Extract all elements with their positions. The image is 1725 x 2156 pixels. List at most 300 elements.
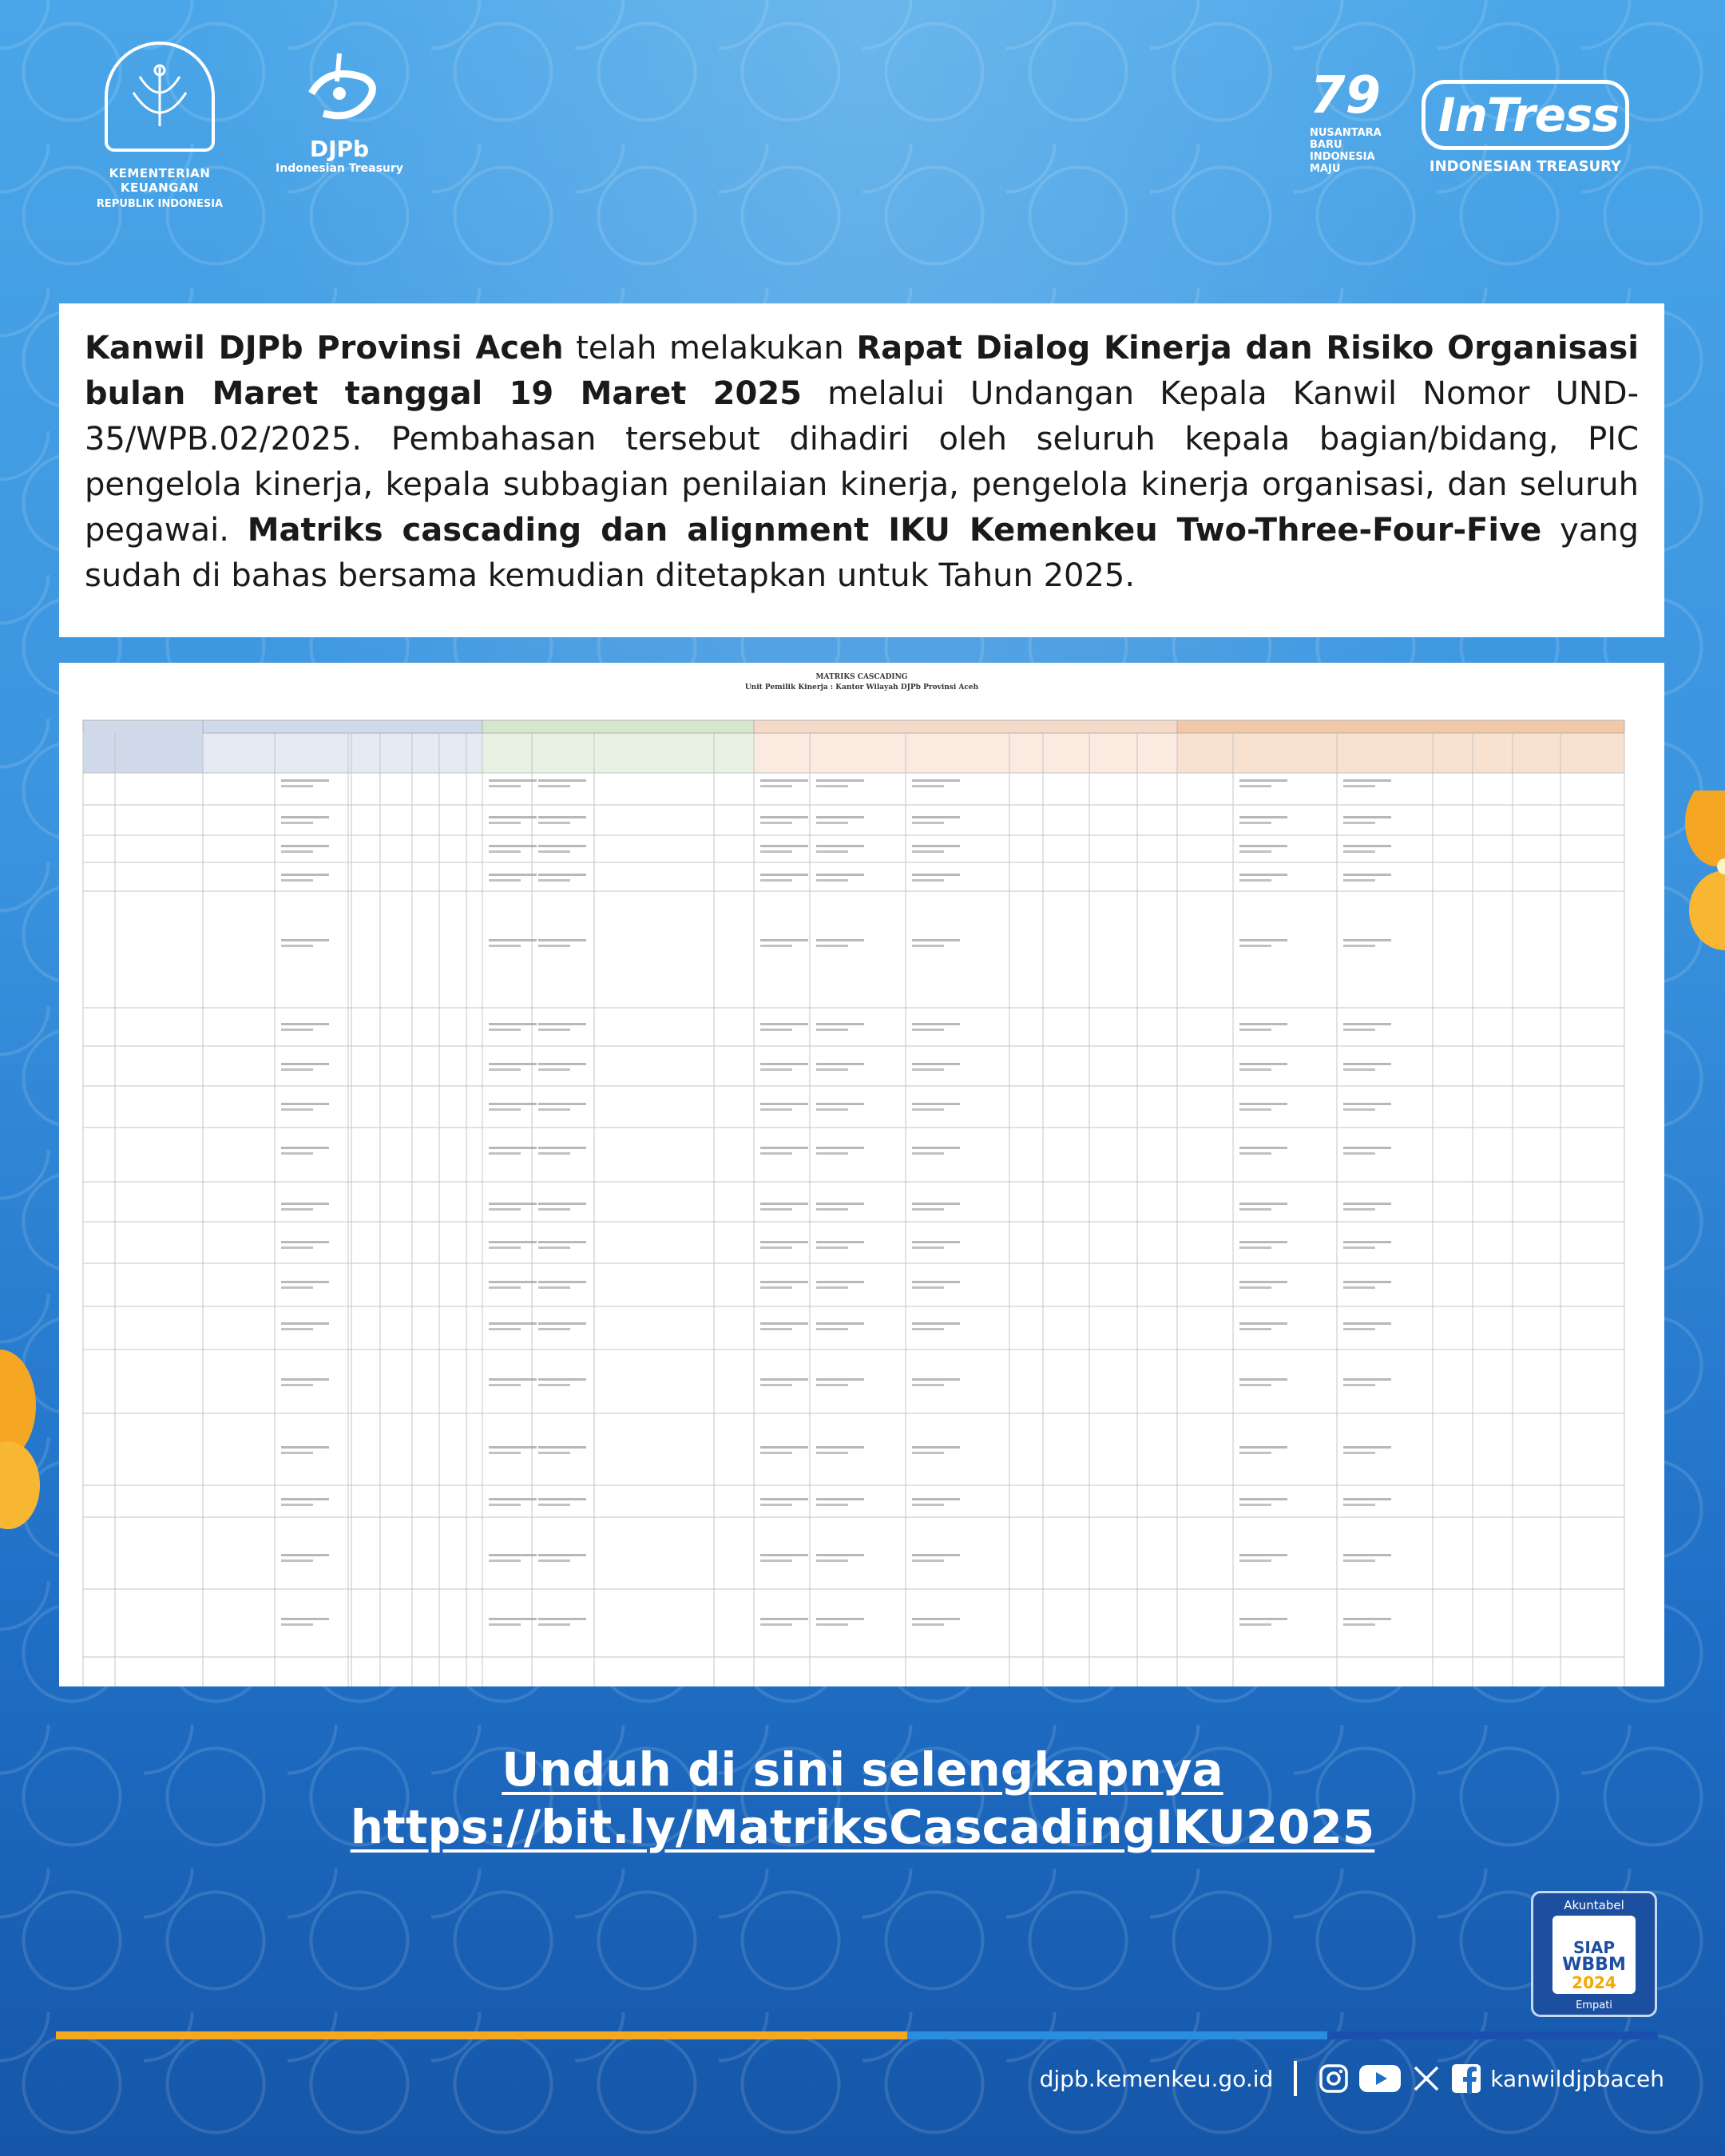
matrix-cell-text [760, 1246, 792, 1249]
intro-paragraph [85, 326, 1639, 599]
matrix-cell-text [912, 1152, 944, 1155]
matrix-cell-text [1343, 785, 1375, 787]
matrix-cell-text [281, 1028, 313, 1031]
matrix-no-header [83, 720, 203, 773]
matrix-cell-text [760, 1618, 808, 1620]
matrix-cell-text [1343, 1241, 1391, 1243]
matrix-cell-text [912, 1147, 960, 1149]
matrix-cell-text [489, 1322, 537, 1325]
matrix-cell-text [1239, 1152, 1271, 1155]
matrix-cell-text [816, 1023, 864, 1025]
matrix-cell-text [816, 1452, 848, 1454]
matrix-cell-text [489, 1504, 521, 1506]
matrix-cell-text [538, 1281, 586, 1283]
matrix-cell-text [760, 1384, 792, 1386]
matrix-cell-text [489, 779, 537, 782]
website-link[interactable]: djpb.kemenkeu.go.id [1039, 2065, 1274, 2092]
matrix-column-header [203, 733, 482, 773]
kemenkeu-logo [80, 42, 240, 210]
matrix-cell-text [912, 939, 960, 941]
matrix-cell-text [1239, 1203, 1287, 1205]
matrix-cell-text [816, 1554, 864, 1556]
matrix-cell-text [281, 1152, 313, 1155]
matrix-cell-text [816, 1498, 864, 1500]
matrix-cell-text [816, 1328, 848, 1330]
matrix-cell-text [816, 1504, 848, 1506]
matrix-cell-text [912, 845, 960, 847]
matrix-cell-text [1343, 1063, 1391, 1065]
matrix-cell-text [816, 1152, 848, 1155]
matrix-cell-text [816, 816, 864, 818]
matrix-cell-text [1239, 1208, 1271, 1211]
matrix-cell-text [489, 845, 537, 847]
matrix-cell-text [760, 845, 808, 847]
matrix-cell-text [538, 816, 586, 818]
matrix-cell-text [1343, 945, 1375, 947]
matrix-cell-text [538, 1203, 586, 1205]
matrix-cell-text [760, 1452, 792, 1454]
matrix-cell-text [489, 1063, 537, 1065]
intress-logo [1422, 80, 1629, 175]
matrix-cell-text [281, 1328, 313, 1330]
matrix-cell-text [816, 850, 848, 853]
intress-subtitle: INDONESIAN TREASURY [1429, 158, 1622, 175]
matrix-cell-text [1239, 816, 1287, 818]
matrix-cell-text [1239, 1560, 1271, 1562]
matrix-cell-text [538, 1623, 570, 1626]
matrix-cell-text [1343, 1498, 1391, 1500]
matrix-cell-text [1239, 939, 1287, 941]
matrix-cell-text [760, 1378, 808, 1381]
instagram-icon[interactable] [1318, 2063, 1350, 2095]
matrix-cell-text [489, 1378, 537, 1381]
badge-bottom-text: Empati [1576, 1999, 1612, 2011]
badge-top-text: Akuntabel [1564, 1898, 1624, 1912]
anniversary-number: 79 [1310, 66, 1382, 125]
matrix-cell-text [760, 1554, 808, 1556]
matrix-cell-text [538, 1286, 570, 1289]
matrix-cell-text [489, 939, 537, 941]
matrix-cell-text [816, 1322, 864, 1325]
download-cta[interactable] [0, 1741, 1725, 1856]
matrix-cell-text [1239, 1246, 1271, 1249]
matrix-cell-text [1343, 879, 1375, 882]
matrix-cell-text [816, 879, 848, 882]
matrix-cell-text [912, 1452, 944, 1454]
matrix-cell-text [538, 1554, 586, 1556]
x-icon[interactable] [1410, 2063, 1442, 2095]
matrix-cell-text [760, 1103, 808, 1105]
matrix-cell-text [1239, 1108, 1271, 1111]
matrix-cell-text [281, 785, 313, 787]
matrix-cell-text [816, 874, 864, 876]
matrix-cell-text [538, 1504, 570, 1506]
matrix-cell-text [816, 1103, 864, 1105]
matrix-cell-text [816, 1623, 848, 1626]
matrix-cell-text [912, 1446, 960, 1449]
matrix-cell-text [538, 1108, 570, 1111]
badge-siap: SIAP [1573, 1938, 1615, 1957]
matrix-cell-text [489, 1452, 521, 1454]
matrix-cell-text [489, 879, 521, 882]
matrix-cell-text [281, 1241, 329, 1243]
matrix-cell-text [538, 1328, 570, 1330]
matrix-cell-text [1343, 1028, 1375, 1031]
matrix-cell-text [281, 1103, 329, 1105]
matrix-cell-text [760, 1286, 792, 1289]
matrix-cell-text [538, 1452, 570, 1454]
matrix-cell-text [538, 945, 570, 947]
footer [1040, 2059, 1664, 2099]
matrix-cell-text [816, 779, 864, 782]
kemenkeu-name: KEMENTERIAN KEUANGAN [109, 166, 211, 195]
matrix-cell-text [760, 1446, 808, 1449]
matrix-cell-text [912, 1384, 944, 1386]
matrix-cell-text [1239, 1618, 1287, 1620]
matrix-cell-text [281, 1498, 329, 1500]
matrix-cell-text [760, 1152, 792, 1155]
matrix-cell-text [760, 1281, 808, 1283]
intro-text: yang sudah di bahas bersama kemudian ditetapkan untuk Tahun 2025. [85, 512, 1640, 594]
bar-orange [56, 2031, 907, 2039]
matrix-cell-text [816, 1618, 864, 1620]
intress-title: InTress [1422, 80, 1629, 150]
matrix-cell-text [538, 1246, 570, 1249]
matrix-cell-text [1239, 822, 1271, 824]
matrix-cell-text [538, 1560, 570, 1562]
matrix-cell-text [912, 816, 960, 818]
intro-text: telah melakukan [563, 330, 857, 367]
matrix-cell-text [1239, 1281, 1287, 1283]
matrix-cell-text [760, 879, 792, 882]
matrix-cell-text [1239, 1554, 1287, 1556]
badge-year: 2024 [1572, 1973, 1616, 1992]
matrix-cell-text [538, 779, 586, 782]
matrix-cell-text [816, 1147, 864, 1149]
matrix-cell-text [760, 1504, 792, 1506]
matrix-cell-text [1343, 822, 1375, 824]
matrix-cell-text [1343, 1281, 1391, 1283]
matrix-cell-text [816, 1246, 848, 1249]
matrix-cell-text [912, 1378, 960, 1381]
matrix-cell-text [1239, 1147, 1287, 1149]
matrix-cell-text [1343, 1246, 1375, 1249]
matrix-cell-text [760, 1623, 792, 1626]
matrix-cell-text [816, 822, 848, 824]
matrix-cell-text [816, 1378, 864, 1381]
matrix-cell-text [1239, 1446, 1287, 1449]
matrix-cell-text [281, 1281, 329, 1283]
matrix-cell-text [912, 1246, 944, 1249]
matrix-cell-text [1239, 1378, 1287, 1381]
matrix-cell-text [816, 1208, 848, 1211]
matrix-cell-text [816, 1203, 864, 1205]
matrix-cell-text [538, 879, 570, 882]
matrix-cell-text [281, 874, 329, 876]
matrix-cell-text [760, 1068, 792, 1071]
matrix-cell-text [538, 1241, 586, 1243]
matrix-cell-text [281, 879, 313, 882]
matrix-cell-text [1343, 1286, 1375, 1289]
matrix-cell-text [1343, 1208, 1375, 1211]
matrix-cell-text [1343, 1384, 1375, 1386]
matrix-cell-text [281, 1108, 313, 1111]
matrix-cell-text [1239, 785, 1271, 787]
matrix-cell-text [489, 1446, 537, 1449]
matrix-cell-text [489, 945, 521, 947]
matrix-cell-text [816, 1108, 848, 1111]
matrix-cell-text [489, 785, 521, 787]
matrix-cell-text [281, 1208, 313, 1211]
youtube-icon[interactable] [1358, 2063, 1402, 2095]
matrix-cell-text [760, 816, 808, 818]
matrix-group-header [203, 720, 482, 733]
matrix-cell-text [538, 1152, 570, 1155]
matrix-cell-text [489, 1246, 521, 1249]
matrix-cell-text [912, 1498, 960, 1500]
matrix-cell-text [816, 939, 864, 941]
matrix-cell-text [1343, 779, 1391, 782]
matrix-cell-text [281, 1322, 329, 1325]
matrix-cell-text [760, 1498, 808, 1500]
matrix-cell-text [538, 1063, 586, 1065]
matrix-subtitle: Unit Pemilik Kinerja : Kantor Wilayah DJPb Provinsi Aceh [744, 684, 979, 692]
matrix-cell-text [1239, 1498, 1287, 1500]
matrix-cell-text [912, 1281, 960, 1283]
matrix-cell-text [489, 822, 521, 824]
djpb-title: DJPb [309, 136, 370, 162]
matrix-cell-text [912, 1108, 944, 1111]
matrix-cell-text [538, 785, 570, 787]
matrix-cell-text [760, 874, 808, 876]
matrix-cell-text [1343, 1203, 1391, 1205]
matrix-group-header [1177, 720, 1624, 733]
matrix-cell-text [538, 1446, 586, 1449]
matrix-cell-text [912, 1028, 944, 1031]
matrix-cell-text [760, 1328, 792, 1330]
matrix-cell-text [489, 1281, 537, 1283]
matrix-cell-text [760, 822, 792, 824]
matrix-cell-text [1239, 1063, 1287, 1065]
matrix-cell-text [912, 874, 960, 876]
anniversary-line: MAJU [1310, 162, 1341, 175]
matrix-table-drawing [59, 663, 1664, 1686]
matrix-cell-text [1343, 1504, 1375, 1506]
matrix-cell-text [489, 1028, 521, 1031]
matrix-cell-text [912, 1068, 944, 1071]
wbbm-badge [1531, 1891, 1657, 2017]
djpb-logo [272, 50, 407, 175]
djpb-subtitle: Indonesian Treasury [276, 162, 403, 175]
matrix-cell-text [281, 1618, 329, 1620]
bar-dark [1327, 2031, 1658, 2039]
matrix-column-header [754, 733, 1177, 773]
matrix-cell-text [281, 822, 313, 824]
matrix-cell-text [538, 1618, 586, 1620]
matrix-cell-text [1343, 1554, 1391, 1556]
matrix-cell-text [816, 1241, 864, 1243]
matrix-cell-text [538, 845, 586, 847]
matrix-cell-text [489, 1103, 537, 1105]
matrix-cell-text [538, 1498, 586, 1500]
matrix-cell-text [912, 822, 944, 824]
matrix-cell-text [760, 1208, 792, 1211]
matrix-cell-text [489, 1241, 537, 1243]
bar-blue [907, 2031, 1327, 2039]
matrix-cell-text [912, 945, 944, 947]
facebook-icon[interactable] [1450, 2063, 1482, 2095]
matrix-cell-text [489, 1108, 521, 1111]
matrix-column-header [482, 733, 754, 773]
matrix-cell-text [760, 1241, 808, 1243]
matrix-cell-text [538, 1384, 570, 1386]
matrix-cell-text [912, 785, 944, 787]
matrix-cell-text [489, 1152, 521, 1155]
kemenkeu-country: REPUBLIK INDONESIA [96, 198, 224, 210]
badge-inner [1552, 1916, 1636, 1994]
matrix-cell-text [281, 1504, 313, 1506]
matrix-cell-text [1239, 874, 1287, 876]
matrix-cell-text [912, 779, 960, 782]
matrix-cell-text [281, 1286, 313, 1289]
matrix-cell-text [760, 1203, 808, 1205]
matrix-cell-text [1343, 1378, 1391, 1381]
matrix-cell-text [1343, 1068, 1375, 1071]
matrix-cell-text [760, 1147, 808, 1149]
matrix-cell-text [760, 1063, 808, 1065]
matrix-group-header [754, 720, 1177, 733]
matrix-cell-text [281, 1560, 313, 1562]
badge-wbbm: WBBM [1562, 1955, 1626, 1975]
matrix-cell-text [816, 1384, 848, 1386]
matrix-cell-text [489, 874, 537, 876]
matrix-cell-text [489, 1498, 537, 1500]
matrix-cell-text [538, 1028, 570, 1031]
matrix-cell-text [816, 1286, 848, 1289]
matrix-cell-text [281, 1384, 313, 1386]
matrix-cell-text [760, 939, 808, 941]
matrix-cell-text [912, 1623, 944, 1626]
matrix-cell-text [912, 1208, 944, 1211]
matrix-cell-text [1343, 1623, 1375, 1626]
intro-card [59, 303, 1664, 637]
matrix-cell-text [281, 1623, 313, 1626]
matrix-title: MATRIKS CASCADING [815, 673, 908, 681]
matrix-cell-text [1239, 1504, 1271, 1506]
social-handle[interactable]: kanwildjpbaceh [1490, 2065, 1664, 2092]
matrix-cell-text [281, 850, 313, 853]
matrix-cell-text [1239, 850, 1271, 853]
matrix-cell-text [1239, 1452, 1271, 1454]
matrix-cell-text [538, 1147, 586, 1149]
matrix-cell-text [1343, 1023, 1391, 1025]
matrix-cell-text [1343, 1147, 1391, 1149]
matrix-cell-text [912, 1328, 944, 1330]
matrix-cell-text [912, 1023, 960, 1025]
matrix-cell-text [489, 1560, 521, 1562]
matrix-cell-text [489, 1328, 521, 1330]
matrix-cell-text [489, 1623, 521, 1626]
intro-matrix: Matriks cascading dan alignment IKU Kemenkeu Two-Three-Four-Five [247, 512, 1542, 549]
matrix-cell-text [281, 1063, 329, 1065]
footer-divider [1294, 2061, 1297, 2096]
matrix-cell-text [1343, 1452, 1375, 1454]
matrix-cell-text [760, 1028, 792, 1031]
matrix-cell-text [538, 1208, 570, 1211]
matrix-cell-text [281, 1147, 329, 1149]
matrix-cell-text [1239, 779, 1287, 782]
intro-unit: Kanwil DJPb Provinsi Aceh [85, 330, 564, 367]
matrix-cell-text [281, 1246, 313, 1249]
matrix-cell-text [912, 1554, 960, 1556]
matrix-cell-text [538, 1023, 586, 1025]
cta-link[interactable]: https://bit.ly/MatriksCascadingIKU2025 [350, 1800, 1375, 1854]
matrix-cell-text [1239, 1328, 1271, 1330]
matrix-cell-text [1343, 939, 1391, 941]
matrix-cell-text [1239, 1286, 1271, 1289]
matrix-cell-text [281, 779, 329, 782]
intro-meeting: Rapat Dialog Kinerja dan Risiko Organisasi bulan Maret tanggal 19 Maret 2025 [85, 330, 1639, 412]
matrix-cell-text [760, 945, 792, 947]
matrix-cell-text [489, 1618, 537, 1620]
matrix-cell-text [489, 1203, 537, 1205]
matrix-cell-text [816, 1446, 864, 1449]
matrix-cell-text [912, 1103, 960, 1105]
matrix-cell-text [760, 1560, 792, 1562]
matrix-cell-text [281, 939, 329, 941]
matrix-cell-text [912, 1286, 944, 1289]
cascading-matrix-image [59, 663, 1664, 1686]
matrix-cell-text [1239, 1023, 1287, 1025]
matrix-cell-text [1239, 945, 1271, 947]
matrix-cell-text [281, 1203, 329, 1205]
matrix-cell-text [538, 850, 570, 853]
matrix-cell-text [538, 1068, 570, 1071]
matrix-cell-text [1343, 1560, 1375, 1562]
matrix-cell-text [538, 1103, 586, 1105]
flower-right-icon [1645, 791, 1725, 974]
matrix-cell-text [1343, 1152, 1375, 1155]
matrix-cell-text [760, 785, 792, 787]
anniversary-line: INDONESIA [1310, 150, 1375, 163]
matrix-cell-text [489, 1384, 521, 1386]
matrix-cell-text [489, 1147, 537, 1149]
matrix-cell-text [489, 1023, 537, 1025]
matrix-cell-text [760, 1023, 808, 1025]
matrix-cell-text [489, 1068, 521, 1071]
matrix-cell-text [1239, 1241, 1287, 1243]
matrix-cell-text [538, 1378, 586, 1381]
matrix-cell-text [912, 1322, 960, 1325]
matrix-cell-text [489, 850, 521, 853]
matrix-cell-text [1343, 845, 1391, 847]
cta-label[interactable]: Unduh di sini selengkapnya [502, 1742, 1223, 1797]
matrix-cell-text [1239, 879, 1271, 882]
matrix-cell-text [1343, 1446, 1391, 1449]
matrix-cell-text [538, 1322, 586, 1325]
matrix-cell-text [912, 1504, 944, 1506]
matrix-cell-text [1343, 816, 1391, 818]
matrix-cell-text [281, 1452, 313, 1454]
matrix-cell-text [489, 1554, 537, 1556]
matrix-cell-text [1239, 845, 1287, 847]
matrix-cell-text [538, 874, 586, 876]
matrix-cell-text [489, 816, 537, 818]
matrix-cell-text [912, 850, 944, 853]
matrix-cell-text [760, 1108, 792, 1111]
matrix-cell-text [816, 1560, 848, 1562]
matrix-cell-text [816, 1281, 864, 1283]
